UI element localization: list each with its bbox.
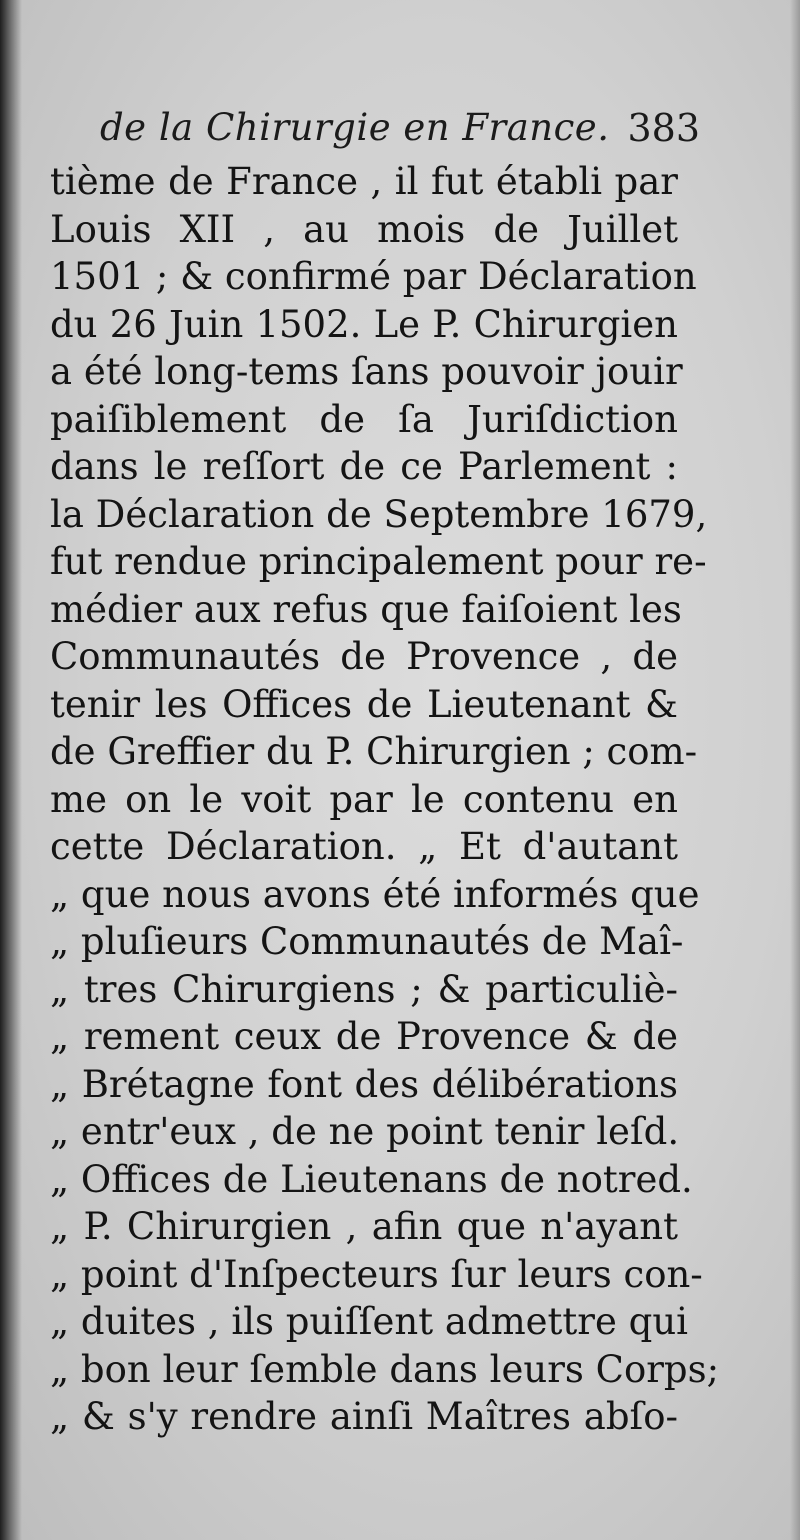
- text-line: paiſiblement de ſa Juriſdiction: [50, 397, 678, 441]
- text-line: tenir les Offices de Lieutenant &: [50, 682, 678, 726]
- text-line: „ & s'y rendre ainſi Maîtres abſo-: [50, 1395, 678, 1438]
- text-line: médier aux refus que faiſoient les: [50, 587, 682, 631]
- text-line: „ P. Chirurgien , afin que n'ayant: [50, 1205, 678, 1248]
- text-line: „ entr'eux , de ne point tenir leſd.: [50, 1110, 680, 1153]
- text-line: „ Brétagne font des délibérations: [50, 1062, 678, 1106]
- text-line: a été long-tems ſans pouvoir jouir: [50, 350, 683, 393]
- text-line: cette Déclaration. „ Et d'autant: [50, 825, 678, 868]
- text-line: „ rement ceux de Provence & de: [50, 1015, 678, 1058]
- text-line: „ tres Chirurgiens ; & particuliè-: [50, 967, 678, 1011]
- page-number: 383: [627, 106, 700, 150]
- text-line: Louis XII , au mois de Juillet: [50, 207, 678, 251]
- text-line: „ duites , ils puiſſent admettre qui: [50, 1300, 688, 1343]
- binding-shadow: [0, 0, 22, 1540]
- page-edge: [790, 0, 800, 1540]
- text-line: „ Offices de Lieutenans de notred.: [50, 1157, 693, 1201]
- text-line: „ pluſieurs Communautés de Maî-: [50, 920, 684, 963]
- text-line: „ point d'Inſpecteurs ſur leurs con-: [50, 1252, 703, 1296]
- text-line: tième de France , il fut établi par: [50, 160, 678, 203]
- running-title: de la Chirurgie en France.: [100, 106, 610, 149]
- text-line: „ bon leur ſemble dans leurs Corps;: [50, 1347, 720, 1391]
- text-line: fut rendue principalement pour re-: [50, 540, 707, 583]
- text-line: la Déclaration de Septembre 1679,: [50, 492, 708, 536]
- text-line: „ que nous avons été informés que: [50, 872, 700, 916]
- text-line: dans le reſſort de ce Parlement :: [50, 445, 678, 488]
- text-line: du 26 Juin 1502. Le P. Chirurgien: [50, 302, 678, 346]
- text-line: me on le voit par le contenu en: [50, 777, 678, 821]
- text-line: Communautés de Provence , de: [50, 635, 678, 678]
- text-line: de Greffier du P. Chirurgien ; com-: [50, 730, 698, 773]
- text-line: 1501 ; & confirmé par Déclaration: [50, 255, 697, 298]
- running-head: [100, 106, 700, 156]
- text-body: [50, 158, 720, 1441]
